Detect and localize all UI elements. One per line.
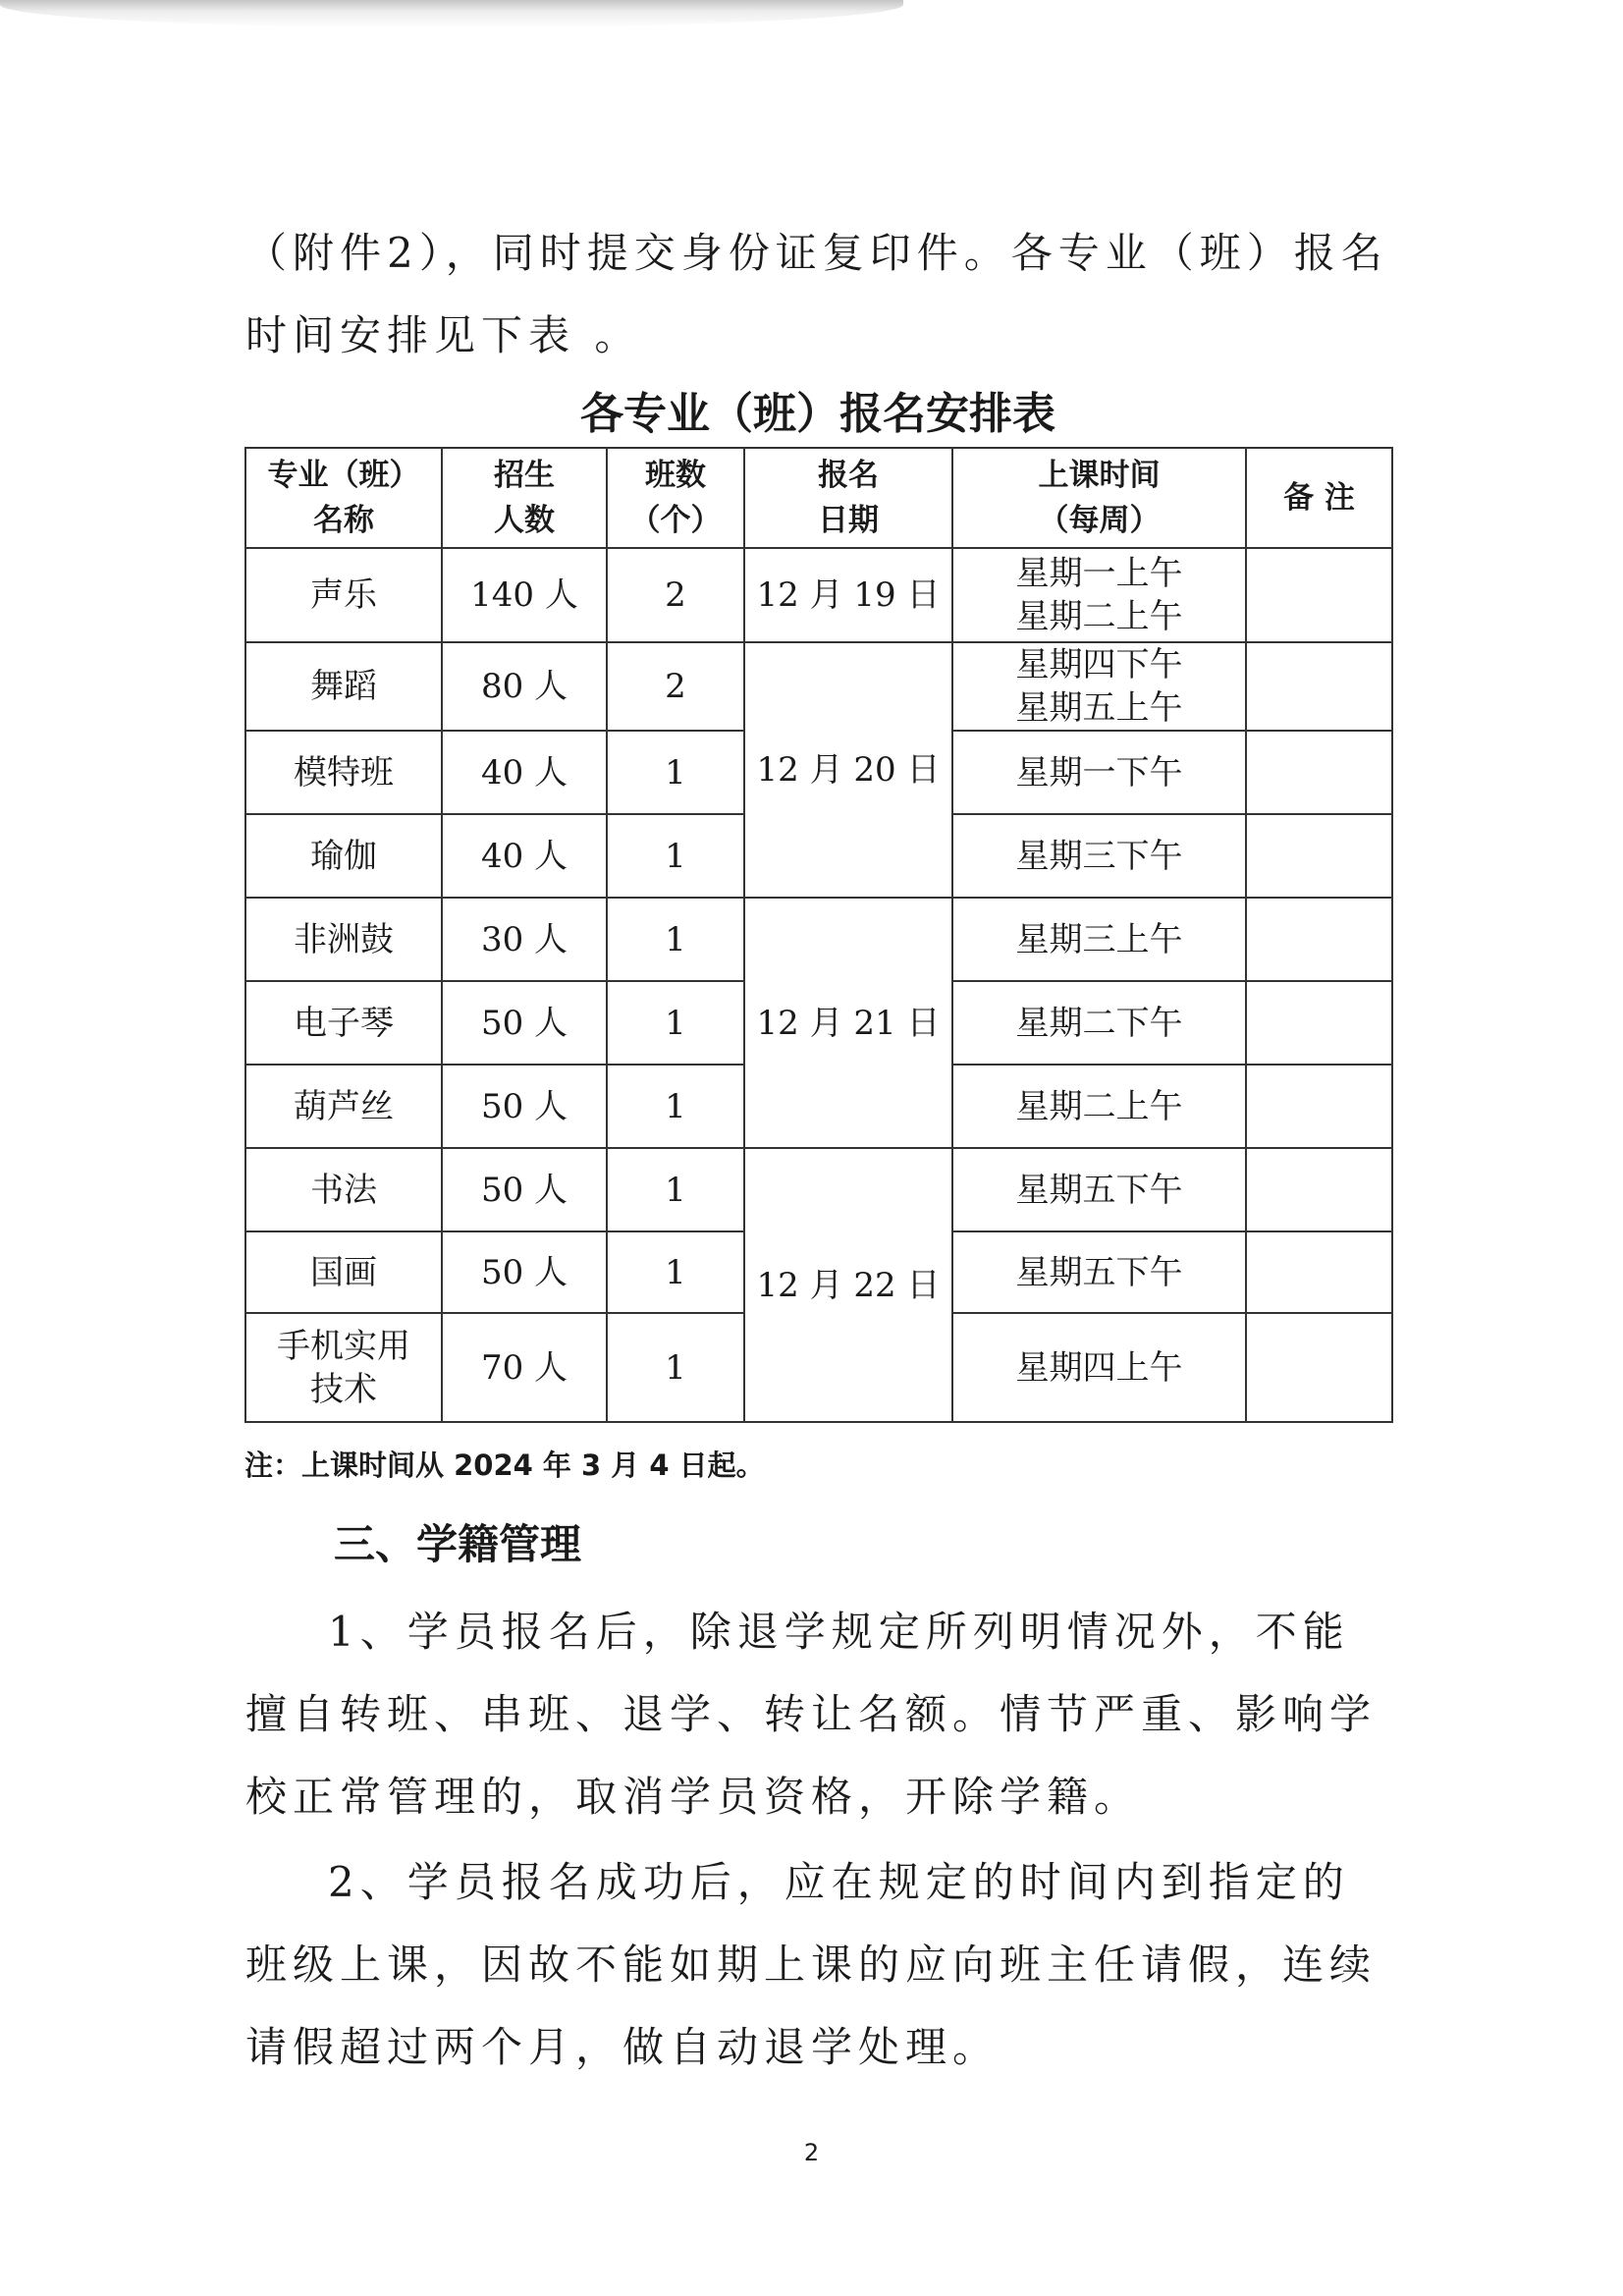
cell-enrollment: 30 人 [442, 898, 607, 981]
cell-remarks [1246, 1313, 1392, 1422]
cell-remarks [1246, 642, 1392, 731]
cell-class-schedule: 星期二下午 [952, 981, 1246, 1065]
cell-class-count: 1 [607, 1231, 744, 1313]
cell-registration-date: 12 月 22 日 [744, 1148, 952, 1422]
header-remarks: 备 注 [1246, 448, 1392, 548]
cell-course-name: 声乐 [245, 548, 442, 642]
cell-enrollment: 50 人 [442, 1231, 607, 1313]
cell-registration-date: 12 月 19 日 [744, 548, 952, 642]
cell-remarks [1246, 548, 1392, 642]
cell-remarks [1246, 814, 1392, 898]
page-number: 2 [803, 2139, 820, 2166]
cell-registration-date: 12 月 20 日 [744, 642, 952, 898]
cell-class-count: 1 [607, 981, 744, 1065]
cell-class-schedule: 星期五下午 [952, 1148, 1246, 1231]
cell-class-schedule: 星期三上午 [952, 898, 1246, 981]
cell-class-schedule: 星期二上午 [952, 1065, 1246, 1148]
cell-class-schedule: 星期四上午 [952, 1313, 1246, 1422]
cell-course-name: 手机实用 技术 [245, 1313, 442, 1422]
cell-class-schedule: 星期一下午 [952, 731, 1246, 814]
table-header-row [245, 448, 1392, 548]
cell-course-name: 瑜伽 [245, 814, 442, 898]
header-classes: 班数 （个） [607, 448, 744, 548]
table-note: 注：上课时间从 2024 年 3 月 4 日起。 [244, 1449, 765, 1482]
intro-paragraph: （附件2），同时提交身份证复印件。各专业（班）报名时间安排见下表 。 [245, 229, 1388, 359]
cell-registration-date: 12 月 21 日 [744, 898, 952, 1148]
cell-enrollment: 40 人 [442, 731, 607, 814]
cell-class-schedule: 星期五下午 [952, 1231, 1246, 1313]
cell-enrollment: 50 人 [442, 1148, 607, 1231]
table-title: 各专业（班）报名安排表 [580, 389, 1055, 439]
cell-remarks [1246, 898, 1392, 981]
cell-enrollment: 50 人 [442, 981, 607, 1065]
scan-edge-shadow [0, 0, 903, 27]
cell-class-count: 2 [607, 548, 744, 642]
cell-remarks [1246, 1065, 1392, 1148]
cell-course-name: 国画 [245, 1231, 442, 1313]
cell-course-name: 电子琴 [245, 981, 442, 1065]
table-row [245, 642, 1392, 731]
cell-course-name: 葫芦丝 [245, 1065, 442, 1148]
table-row [245, 898, 1392, 981]
header-date: 报名 日期 [744, 448, 952, 548]
cell-remarks [1246, 1148, 1392, 1231]
cell-course-name: 非洲鼓 [245, 898, 442, 981]
cell-course-name: 舞蹈 [245, 642, 442, 731]
cell-class-schedule: 星期四下午 星期五上午 [952, 642, 1246, 731]
cell-class-count: 2 [607, 642, 744, 731]
header-name: 专业（班） 名称 [245, 448, 442, 548]
cell-course-name: 书法 [245, 1148, 442, 1231]
cell-enrollment: 70 人 [442, 1313, 607, 1422]
table-row [245, 548, 1392, 642]
cell-enrollment: 50 人 [442, 1065, 607, 1148]
cell-class-count: 1 [607, 898, 744, 981]
section-paragraph-2: 2、学员报名成功后，应在规定的时间内到指定的班级上课，因故不能如期上课的应向班主任请假，连续请假超过两个月，做自动退学处理。 [245, 1858, 1378, 2071]
section-paragraph-1: 1、学员报名后，除退学规定所列明情况外，不能擅自转班、串班、退学、转让名额。情节严重、影响学校正常管理的，取消学员资格，开除学籍。 [245, 1608, 1378, 1821]
cell-class-count: 1 [607, 1065, 744, 1148]
cell-class-count: 1 [607, 731, 744, 814]
cell-class-count: 1 [607, 1148, 744, 1231]
cell-remarks [1246, 731, 1392, 814]
registration-schedule-table [244, 447, 1393, 1423]
cell-class-schedule: 星期一上午 星期二上午 [952, 548, 1246, 642]
header-schedule: 上课时间 （每周） [952, 448, 1246, 548]
cell-enrollment: 80 人 [442, 642, 607, 731]
cell-enrollment: 40 人 [442, 814, 607, 898]
cell-class-count: 1 [607, 1313, 744, 1422]
cell-remarks [1246, 981, 1392, 1065]
header-enrollment: 招生 人数 [442, 448, 607, 548]
section-heading: 三、学籍管理 [334, 1520, 582, 1568]
cell-course-name: 模特班 [245, 731, 442, 814]
cell-enrollment: 140 人 [442, 548, 607, 642]
table-row [245, 1148, 1392, 1231]
cell-class-count: 1 [607, 814, 744, 898]
cell-class-schedule: 星期三下午 [952, 814, 1246, 898]
cell-remarks [1246, 1231, 1392, 1313]
